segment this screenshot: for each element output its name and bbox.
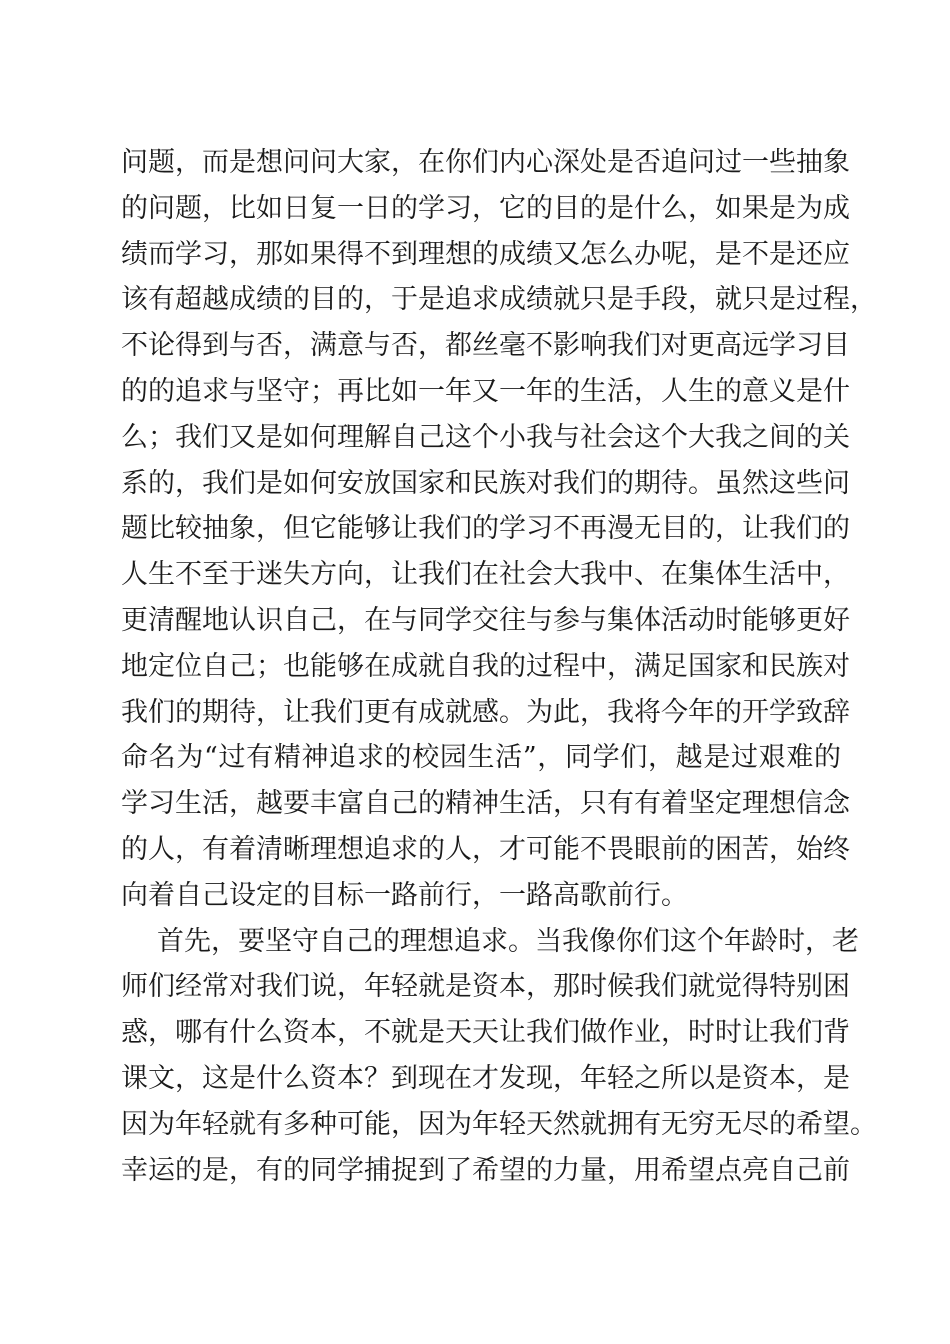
text-line: 么；我们又是如何理解自己这个小我与社会这个大我之间的关 [121,421,850,453]
text-line: 题比较抽象，但它能够让我们的学习不再漫无目的，让我们的 [121,513,850,545]
text-line: 首先，要坚守自己的理想追求。当我像你们这个年龄时，老 [157,925,859,957]
paragraph-1 [121,140,877,919]
text-line: 地定位自己；也能够在成就自我的过程中，满足国家和民族对 [121,650,850,682]
text-line: 课文，这是什么资本？到现在才发现，年轻之所以是资本，是 [121,1062,850,1094]
text-line: 学习生活，越要丰富自己的精神生活，只有有着坚定理想信念 [121,788,850,820]
text-line: 绩而学习，那如果得不到理想的成绩又怎么办呢，是不是还应 [121,238,850,270]
text-line: 我们的期待，让我们更有成就感。为此，我将今年的开学致辞 [121,696,850,728]
text-line: 问题，而是想问问大家，在你们内心深处是否追问过一些抽象 [121,147,850,178]
text-line: 向着自己设定的目标一路前行，一路高歌前行。 [121,879,688,911]
text-line: 的的追求与坚守；再比如一年又一年的生活，人生的意义是什 [121,375,850,407]
text-line: 不论得到与否，满意与否，都丝毫不影响我们对更高远学习目 [121,330,850,362]
text-line: 命名为“过有精神追求的校园生活”，同学们，越是过艰难的 [121,742,841,774]
text-line: 的人，有着清晰理想追求的人，才可能不畏眼前的困苦，始终 [121,833,850,865]
text-line: 该有超越成绩的目的，于是追求成绩就只是手段，就只是过程， [121,284,877,316]
text-line: 系的，我们是如何安放国家和民族对我们的期待。虽然这些问 [121,467,850,499]
text-line: 因为年轻就有多种可能，因为年轻天然就拥有无穷无尽的希望。 [121,1108,877,1140]
text-line: 惑，哪有什么资本，不就是天天让我们做作业，时时让我们背 [121,1017,850,1049]
paragraph-2 [121,919,877,1194]
text-line: 的问题，比如日复一日的学习，它的目的是什么，如果是为成 [121,192,850,224]
text-line: 更清醒地认识自己，在与同学交往与参与集体活动时能够更好 [121,604,850,636]
body-text [121,140,877,1193]
text-line: 幸运的是，有的同学捕捉到了希望的力量，用希望点亮自己前 [121,1154,850,1186]
text-line: 人生不至于迷失方向，让我们在社会大我中、在集体生活中， [121,559,850,591]
text-line: 师们经常对我们说，年轻就是资本，那时候我们就觉得特别困 [121,971,850,1003]
